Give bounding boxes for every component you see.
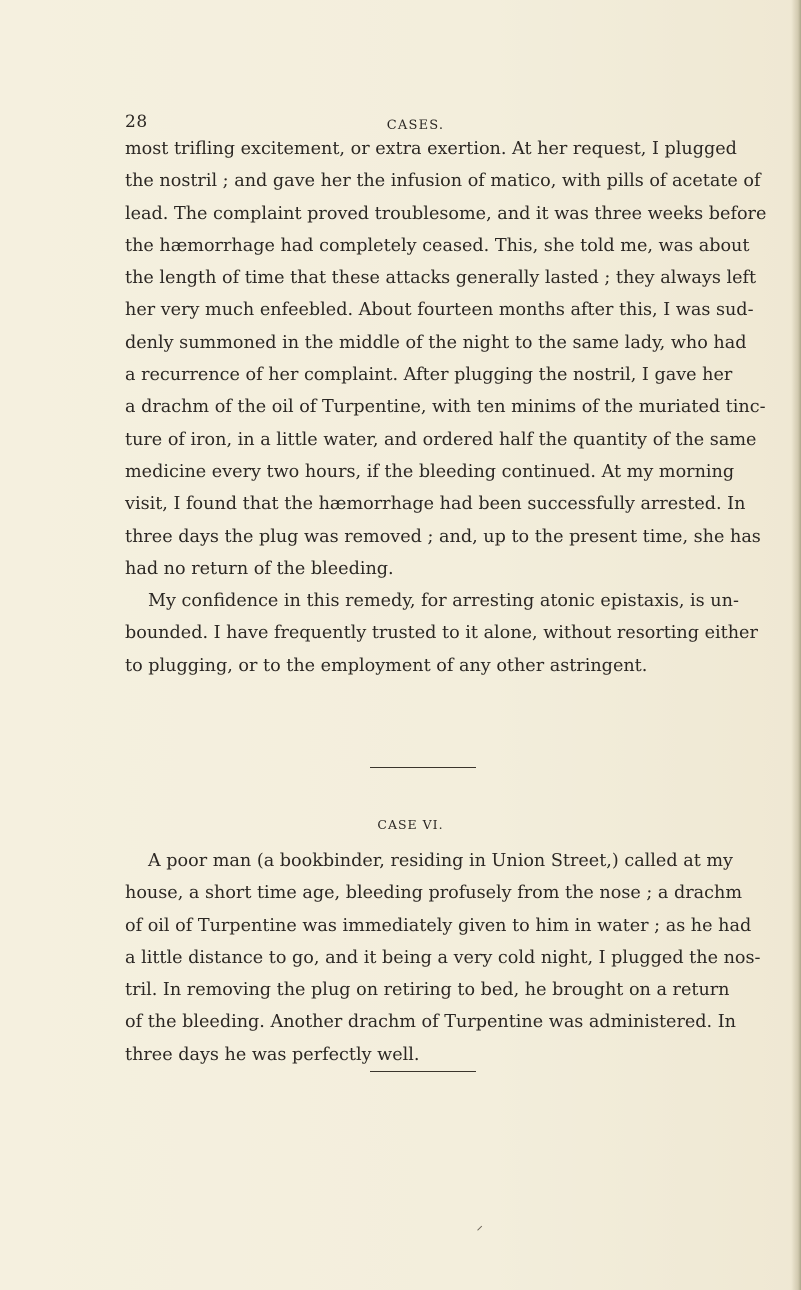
page-edge-shadow [791,0,801,1290]
text-line: lead. The complaint proved troublesome, and it was three weeks before [125,203,767,224]
text-line: visit, I found that the hæmorrhage had been successfully arrested. In [125,494,746,515]
text-line: a little distance to go, and it being a very cold night, I plugged the nos- [125,947,761,968]
text-line: of oil of Turpentine was immediately given to him in water ; as he had [125,915,752,936]
text-line: the nostril ; and gave her the infusion of matico, with pills of acetate of [125,171,761,192]
text-line: most trifling excitement, or extra exertion. At her request, I plugged [125,139,737,159]
text-line: denly summoned in the middle of the night to the same lady, who had [125,332,747,353]
text-line: to plugging, or to the employment of any other astringent. [125,655,648,676]
text-line: bounded. I have frequently trusted to it alone, without resorting either [125,623,758,644]
text-line: three days he was perfectly well. [125,1044,420,1065]
text-line: her very much enfeebled. About fourteen months after this, I was sud- [125,300,754,321]
paragraph-continued [125,133,767,682]
ink-mark [477,1226,488,1237]
text-line: house, a short time age, bleeding profusely from the nose ; a drachm [125,883,743,904]
text-line: A poor man (a bookbinder, residing in Union Street,) called at my [148,851,733,871]
section-divider [370,767,476,768]
text-line: a recurrence of her complaint. After plugging the nostril, I gave her [125,365,733,386]
page-number: 28 [125,112,148,132]
text-line: of the bleeding. Another drachm of Turpentine was administered. In [125,1012,737,1033]
text-line: the hæmorrhage had completely ceased. This, she told me, was about [125,235,750,256]
text-line: ture of iron, in a little water, and ordered half the quantity of the same [125,429,757,450]
text-line: three days the plug was removed ; and, up to the present time, she has [125,526,761,547]
running-head: CASES. [386,118,445,133]
text-line: medicine every two hours, if the bleeding continued. At my morning [125,461,735,482]
text-line: a drachm of the oil of Turpentine, with ten minims of the muriated tinc- [125,397,766,418]
text-line: the length of time that these attacks generally lasted ; they always left [125,268,757,289]
text-line: had no return of the bleeding. [125,558,394,579]
text-line: My confidence in this remedy, for arresting atonic epistaxis, is un- [148,591,739,612]
case-heading: CASE VI. [377,817,444,832]
end-divider [370,1071,476,1072]
paragraph-case-vi [125,845,761,1071]
text-line: tril. In removing the plug on retiring to bed, he brought on a return [125,980,730,1001]
